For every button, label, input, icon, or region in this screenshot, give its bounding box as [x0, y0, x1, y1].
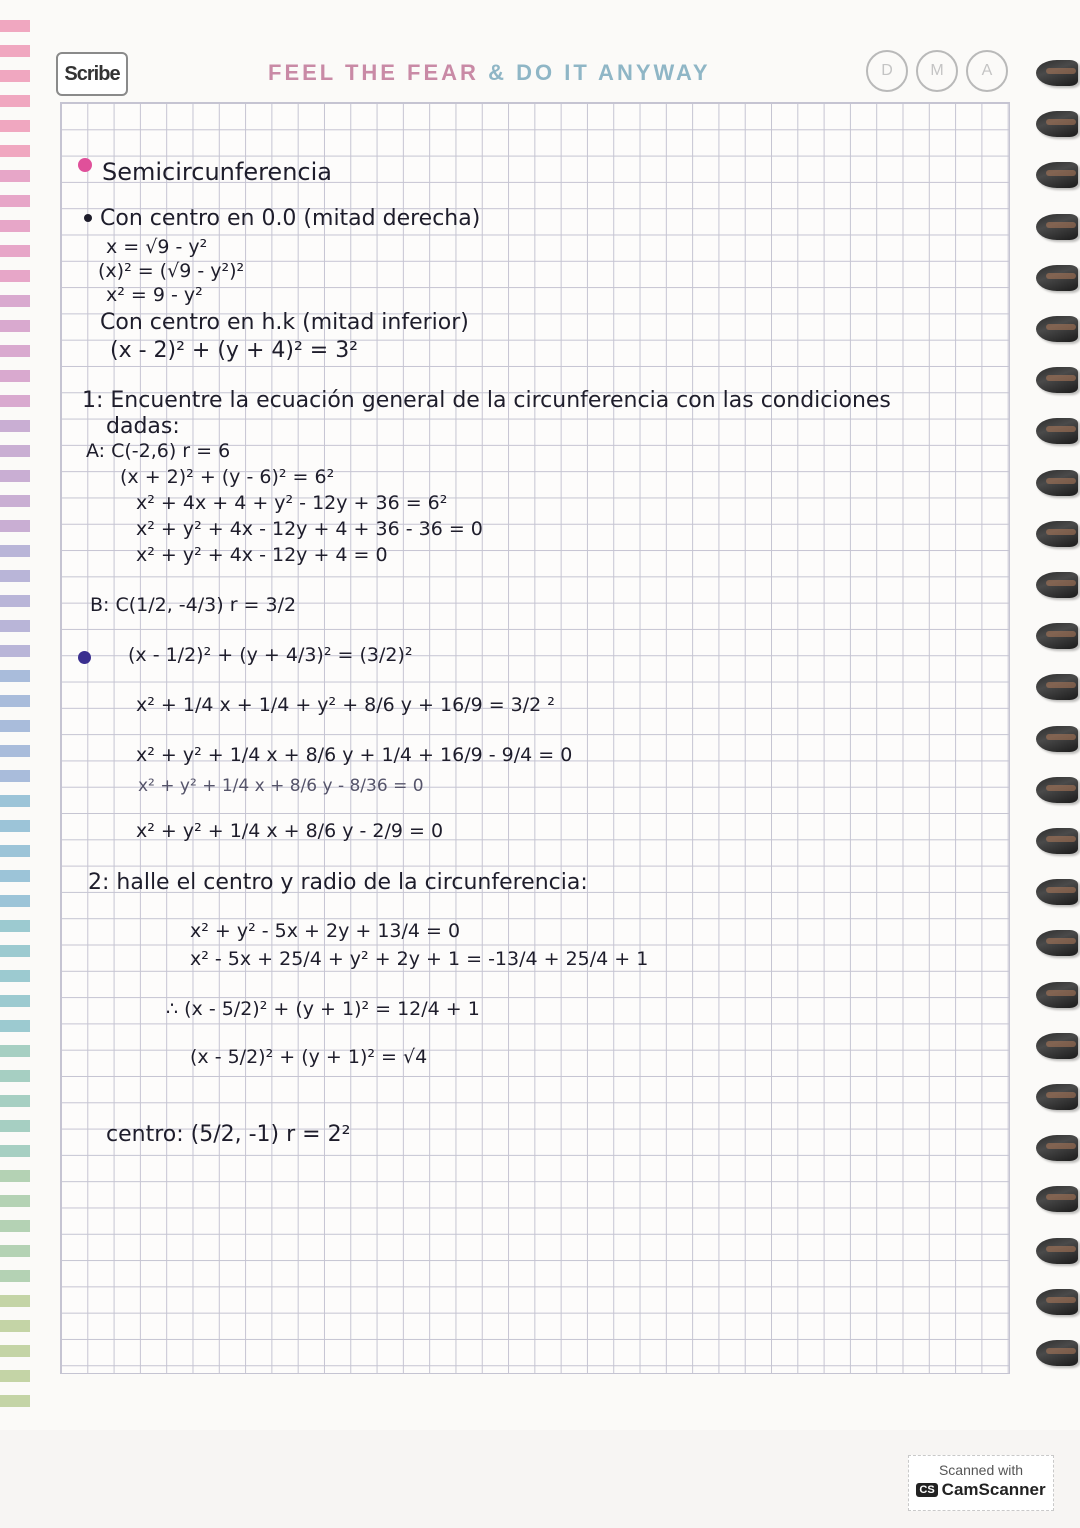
- section-title: Semicircunferencia: [102, 158, 332, 186]
- spiral-ring: [1036, 214, 1078, 240]
- circle-m: M: [916, 50, 958, 92]
- bullet-icon: [84, 214, 92, 222]
- color-tab: [0, 1095, 30, 1107]
- color-tab: [0, 1295, 30, 1307]
- slogan-ampersand: &: [488, 60, 507, 85]
- color-tab: [0, 370, 30, 382]
- answer-line: centro: (5/2, -1) r = 2²: [106, 1122, 351, 1147]
- color-tabs: [0, 20, 30, 1420]
- color-tab: [0, 645, 30, 657]
- s2-heading: Con centro en h.k (mitad inferior): [100, 310, 469, 335]
- spiral-ring: [1036, 265, 1078, 291]
- b-heading: B: C(1/2, -4/3) r = 3/2: [90, 594, 297, 616]
- color-tab: [0, 320, 30, 332]
- spiral-ring: [1036, 367, 1078, 393]
- b-line5: x² + y² + 1/4 x + 8/6 y - 2/9 = 0: [136, 820, 444, 842]
- brand-logo: Scribe: [56, 52, 128, 96]
- blue-bullet-icon: [78, 651, 91, 664]
- color-tab: [0, 745, 30, 757]
- slogan: [268, 60, 808, 86]
- s2-line1: (x - 2)² + (y + 4)² = 3²: [110, 338, 359, 363]
- color-tab: [0, 1145, 30, 1157]
- color-tab: [0, 70, 30, 82]
- spiral-ring: [1036, 777, 1078, 803]
- circle-a: A: [966, 50, 1008, 92]
- color-tab: [0, 1345, 30, 1357]
- color-tab: [0, 845, 30, 857]
- color-tab: [0, 495, 30, 507]
- color-tab: [0, 45, 30, 57]
- spiral-ring: [1036, 1186, 1078, 1212]
- spiral-ring: [1036, 1238, 1078, 1264]
- color-tab: [0, 470, 30, 482]
- spiral-ring: [1036, 521, 1078, 547]
- scanner-name: [909, 1480, 1053, 1500]
- q2-line1: x² + y² - 5x + 2y + 13/4 = 0: [190, 920, 461, 942]
- spiral-ring: [1036, 60, 1078, 86]
- scanner-caption: Scanned with: [938, 1462, 1024, 1478]
- color-tab: [0, 170, 30, 182]
- color-tab: [0, 770, 30, 782]
- spiral-ring: [1036, 982, 1078, 1008]
- color-tab: [0, 870, 30, 882]
- spiral-ring: [1036, 111, 1078, 137]
- s1-line1: x = √9 - y²: [106, 236, 208, 258]
- color-tab: [0, 395, 30, 407]
- spiral-ring: [1036, 572, 1078, 598]
- scanner-badge: [908, 1455, 1054, 1511]
- color-tab: [0, 795, 30, 807]
- s1-heading: Con centro en 0.0 (mitad derecha): [100, 206, 481, 231]
- s1-line3: x² = 9 - y²: [106, 284, 203, 306]
- color-tab: [0, 270, 30, 282]
- color-tab: [0, 145, 30, 157]
- color-tab: [0, 1395, 30, 1407]
- color-tab: [0, 970, 30, 982]
- q2-line2: x² - 5x + 25/4 + y² + 2y + 1 = -13/4 + 25/4 + 1: [190, 948, 649, 970]
- color-tab: [0, 1170, 30, 1182]
- slogan-part-a: FEEL THE FEAR: [268, 60, 479, 85]
- s1-line2: (x)² = (√9 - y²)²: [98, 260, 245, 282]
- a-line3: x² + y² + 4x - 12y + 4 + 36 - 36 = 0: [136, 518, 483, 540]
- a-line4: x² + y² + 4x - 12y + 4 = 0: [136, 544, 388, 566]
- spiral-ring: [1036, 1033, 1078, 1059]
- color-tab: [0, 820, 30, 832]
- color-tab: [0, 195, 30, 207]
- q1-line1: 1: Encuentre la ecuación general de la circunferencia con las condiciones: [82, 388, 891, 413]
- color-tab: [0, 420, 30, 432]
- spiral-ring: [1036, 470, 1078, 496]
- color-tab: [0, 445, 30, 457]
- spiral-ring: [1036, 674, 1078, 700]
- a-heading: A: C(-2,6) r = 6: [86, 440, 231, 462]
- color-tab: [0, 1220, 30, 1232]
- color-tab: [0, 220, 30, 232]
- color-tab: [0, 245, 30, 257]
- color-tab: [0, 1070, 30, 1082]
- spiral-ring: [1036, 930, 1078, 956]
- b-line4: x² + y² + 1/4 x + 8/6 y - 8/36 = 0: [138, 776, 424, 796]
- spiral-ring: [1036, 316, 1078, 342]
- color-tab: [0, 995, 30, 1007]
- spiral-ring: [1036, 726, 1078, 752]
- spiral-ring: [1036, 1135, 1078, 1161]
- color-tab: [0, 1195, 30, 1207]
- color-tab: [0, 545, 30, 557]
- spiral-ring: [1036, 879, 1078, 905]
- color-tab: [0, 520, 30, 532]
- color-tab: [0, 20, 30, 32]
- slogan-part-b: DO IT ANYWAY: [516, 60, 711, 85]
- spiral-binding: [1030, 60, 1080, 1390]
- q2-line3: ∴ (x - 5/2)² + (y + 1)² = 12/4 + 1: [166, 998, 480, 1020]
- color-tab: [0, 1045, 30, 1057]
- b-line2: x² + 1/4 x + 1/4 + y² + 8/6 y + 16/9 = 3/2 ²: [136, 694, 555, 716]
- color-tab: [0, 945, 30, 957]
- color-tab: [0, 1120, 30, 1132]
- color-tab: [0, 720, 30, 732]
- color-tab: [0, 120, 30, 132]
- circle-d: D: [866, 50, 908, 92]
- spiral-ring: [1036, 1289, 1078, 1315]
- color-tab: [0, 95, 30, 107]
- camscanner-logo-icon: CS: [916, 1483, 937, 1497]
- color-tab: [0, 1245, 30, 1257]
- scanner-name-text: CamScanner: [941, 1480, 1046, 1499]
- color-tab: [0, 620, 30, 632]
- color-tab: [0, 570, 30, 582]
- color-tab: [0, 345, 30, 357]
- spiral-ring: [1036, 623, 1078, 649]
- b-line1: (x - 1/2)² + (y + 4/3)² = (3/2)²: [128, 644, 413, 666]
- spiral-ring: [1036, 1084, 1078, 1110]
- spiral-ring: [1036, 828, 1078, 854]
- q1-line2: dadas:: [106, 414, 180, 439]
- color-tab: [0, 595, 30, 607]
- color-tab: [0, 295, 30, 307]
- a-line1: (x + 2)² + (y - 6)² = 6²: [120, 466, 335, 488]
- b-line3: x² + y² + 1/4 x + 8/6 y + 1/4 + 16/9 - 9/4 = 0: [136, 744, 573, 766]
- color-tab: [0, 1320, 30, 1332]
- color-tab: [0, 1020, 30, 1032]
- color-tab: [0, 895, 30, 907]
- color-tab: [0, 1270, 30, 1282]
- pink-bullet-icon: [78, 158, 92, 172]
- color-tab: [0, 695, 30, 707]
- spiral-ring: [1036, 1340, 1078, 1366]
- spiral-ring: [1036, 418, 1078, 444]
- color-tab: [0, 670, 30, 682]
- q2-heading: 2: halle el centro y radio de la circunferencia:: [88, 870, 588, 895]
- spiral-ring: [1036, 162, 1078, 188]
- color-tab: [0, 1370, 30, 1382]
- q2-line4: (x - 5/2)² + (y + 1)² = √4: [190, 1046, 428, 1068]
- color-tab: [0, 920, 30, 932]
- a-line2: x² + 4x + 4 + y² - 12y + 36 = 6²: [136, 492, 448, 514]
